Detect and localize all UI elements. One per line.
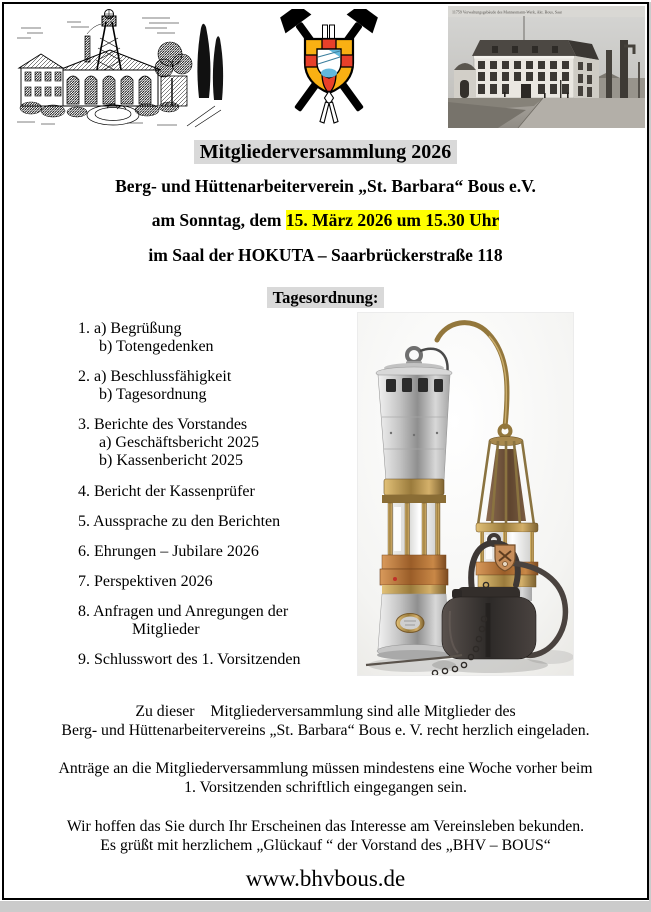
pavilion — [454, 63, 476, 98]
colliery-drawing-image — [7, 8, 230, 128]
agenda-item-1: 1. a) Begrüßung b) Totengedenken — [78, 320, 214, 355]
agenda-item-4: 4. Bericht der Kassenprüfer — [78, 483, 255, 500]
date-line — [4, 210, 647, 231]
motions-paragraph: Anträge an die Mitgliederversammlung müssen mindestens eine Woche vorher beim 1. Vorsitzenden schriftlich eingegangen sein. — [58, 760, 593, 796]
works-postcard-image — [448, 6, 645, 128]
document-frame — [2, 2, 649, 900]
date-prefix: am Sonntag, dem — [151, 210, 286, 230]
agenda-item-7: 7. Perspektiven 2026 — [78, 573, 213, 590]
agenda-item-5: 5. Aussprache zu den Berichten — [78, 513, 281, 530]
agenda-item-3: 3. Berichte des Vorstandes a) Geschäftsbericht 2025 b) Kassenbericht 2025 — [78, 416, 259, 469]
location-line: im Saal der HOKUTA – Saarbrückerstraße 118 — [148, 245, 503, 265]
inner-shield — [317, 49, 341, 78]
website-url: www.bhvbous.de — [245, 866, 406, 891]
outside-margin-bottom — [0, 901, 651, 912]
page-title: Mitgliederversammlung 2026 — [194, 140, 458, 164]
agenda-heading: Tagesordnung: — [267, 287, 385, 308]
postcard-caption: 11759 Verwaltungsgebäude des Mannesmann-Werk, Akt. Bous, Saar — [452, 9, 562, 15]
agenda-list — [78, 320, 363, 681]
title-row — [4, 141, 647, 164]
greeting-paragraph: Wir hoffen das Sie durch Ihr Erscheinen das Interesse am Vereinsleben bekunden. Es grüßt mit herzlichem „Glückauf “ der Vorstand des „BHV – BOUS“ — [66, 818, 585, 854]
miners-emblem-image — [268, 9, 394, 127]
agenda-item-9: 9. Schlusswort des 1. Vorsitzenden — [78, 651, 301, 668]
caliper-bottom — [320, 91, 338, 123]
agenda-item-2: 2. a) Beschlussfähigkeit b) Tagesordnung — [78, 368, 232, 403]
agenda-item-6: 6. Ehrungen – Jubilare 2026 — [78, 543, 259, 560]
agenda-item-8: 8. Anfragen und Anregungen der Mitglieder — [78, 603, 289, 638]
date-highlight: 15. März 2026 um 15.30 Uhr — [285, 210, 500, 230]
agenda-heading-row — [4, 288, 647, 308]
association-line: Berg- und Hüttenarbeiterverein „St. Barbara“ Bous e.V. — [115, 176, 536, 196]
invitation-paragraph: Zu dieser Mitgliederversammlung sind alle Mitglieder des Berg- und Hüttenarbeitervereins „St. Barbara“ Bous e. V. recht herzlich eingeladen. — [61, 703, 590, 739]
miners-lamps-photo — [357, 312, 574, 676]
